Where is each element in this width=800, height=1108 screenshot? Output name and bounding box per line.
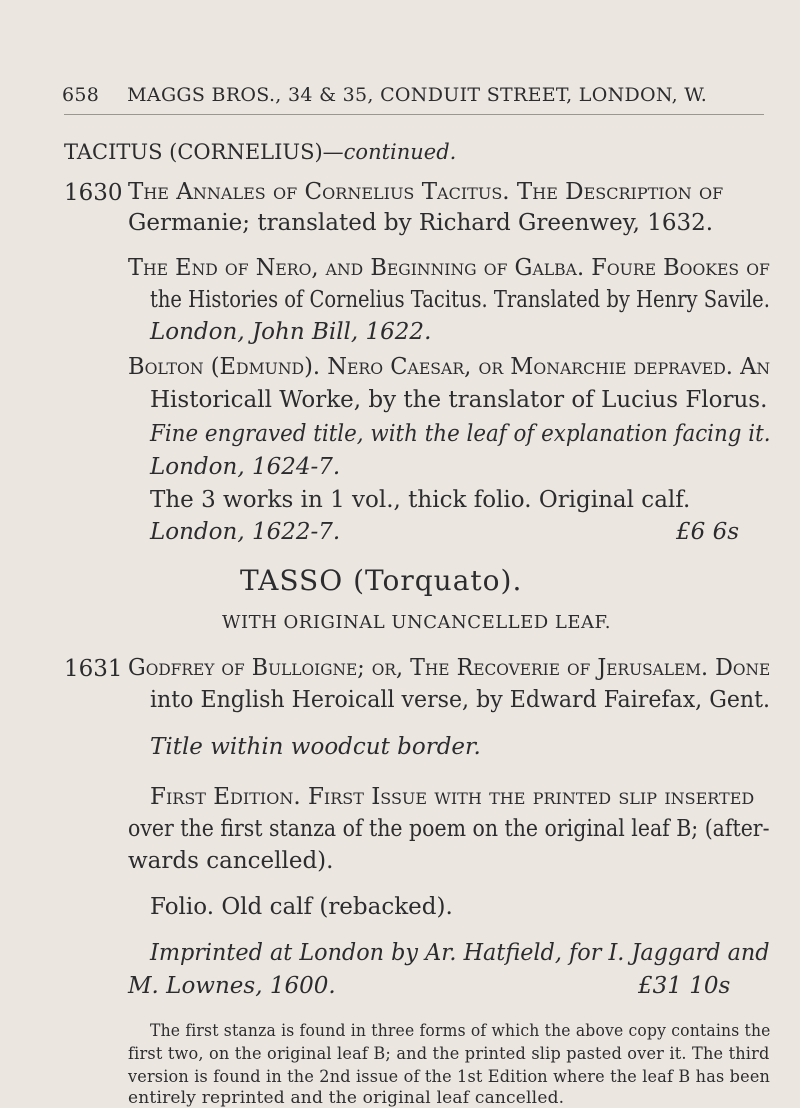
author-heading-tasso: TASSO (Torquato). (240, 564, 523, 597)
entry-1631-line-3: Title within woodcut border. (150, 734, 481, 760)
entry-1631-line-4: First Edition. First Issue with the printed slip inserted (150, 784, 755, 810)
entry-1631-line-1: Godfrey of Bulloigne; or, The Recoverie of Jerusalem. Done (128, 655, 771, 681)
entry-1630-line-10: The 3 works in 1 vol., thick folio. Original calf. (150, 487, 691, 513)
entry-1631-line-8: Imprinted at London by Ar. Hatfield, for I. Jaggard and (150, 940, 770, 966)
entry-1631-line-6: wards cancelled). (128, 848, 334, 874)
entry-1631-line-9: M. Lownes, 1600. (128, 973, 336, 999)
entry-1630-line-5: London, John Bill, 1622. (150, 319, 432, 345)
entry-1630-line-7: Historicall Worke, by the translator of Lucius Florus. (150, 387, 768, 413)
entry-number-1630: 1630 (64, 180, 123, 206)
section-heading (64, 140, 456, 164)
entry-1631-note-line-2: first two, on the original leaf B; and the printed slip pasted over it. The third (128, 1044, 770, 1064)
entry-number-1631: 1631 (64, 656, 123, 682)
entry-1630-line-9: London, 1624-7. (150, 454, 341, 480)
entry-1630-line-6: Bolton (Edmund). Nero Caesar, or Monarchie depraved. An (128, 354, 771, 380)
entry-1631-line-5: over the first stanza of the poem on the original leaf B; (after- (128, 816, 770, 842)
entry-1630-line-2: Germanie; translated by Richard Greenwey, 1632. (128, 210, 714, 236)
entry-1630-line-1: The Annales of Cornelius Tacitus. The Description of (128, 179, 724, 205)
entry-1630-line-4: the Histories of Cornelius Tacitus. Translated by Henry Savile. (150, 287, 770, 313)
entry-1630-line-11: London, 1622-7. (150, 519, 341, 545)
entry-1631-note-line-1: The first stanza is found in three forms of which the above copy contains the (150, 1021, 771, 1041)
tasso-subheading: WITH ORIGINAL UNCANCELLED LEAF. (222, 612, 611, 633)
entry-1631-line-2: into English Heroicall verse, by Edward Fairefax, Gent. (150, 687, 771, 713)
entry-1631-note-line-4: entirely reprinted and the original leaf cancelled. (128, 1088, 565, 1108)
entry-1630-line-8: Fine engraved title, with the leaf of explanation facing it. (150, 421, 771, 447)
page-number: 658 (62, 84, 100, 106)
entry-1631-price: £31 10s (638, 973, 731, 999)
publisher-address: MAGGS BROS., 34 & 35, CONDUIT STREET, LONDON, W. (127, 84, 708, 106)
entry-1630-price: £6 6s (676, 519, 740, 545)
section-heading-author: TACITUS (CORNELIUS)— (64, 140, 344, 164)
running-head (62, 84, 707, 106)
entry-1630-line-3: The End of Nero, and Beginning of Galba. Foure Bookes of (128, 255, 770, 281)
section-heading-continued: continued. (343, 140, 457, 164)
entry-1631-note-line-3: version is found in the 2nd issue of the 1st Edition where the leaf B has been (128, 1067, 771, 1087)
header-rule (64, 114, 764, 115)
entry-1631-line-7: Folio. Old calf (rebacked). (150, 894, 453, 920)
